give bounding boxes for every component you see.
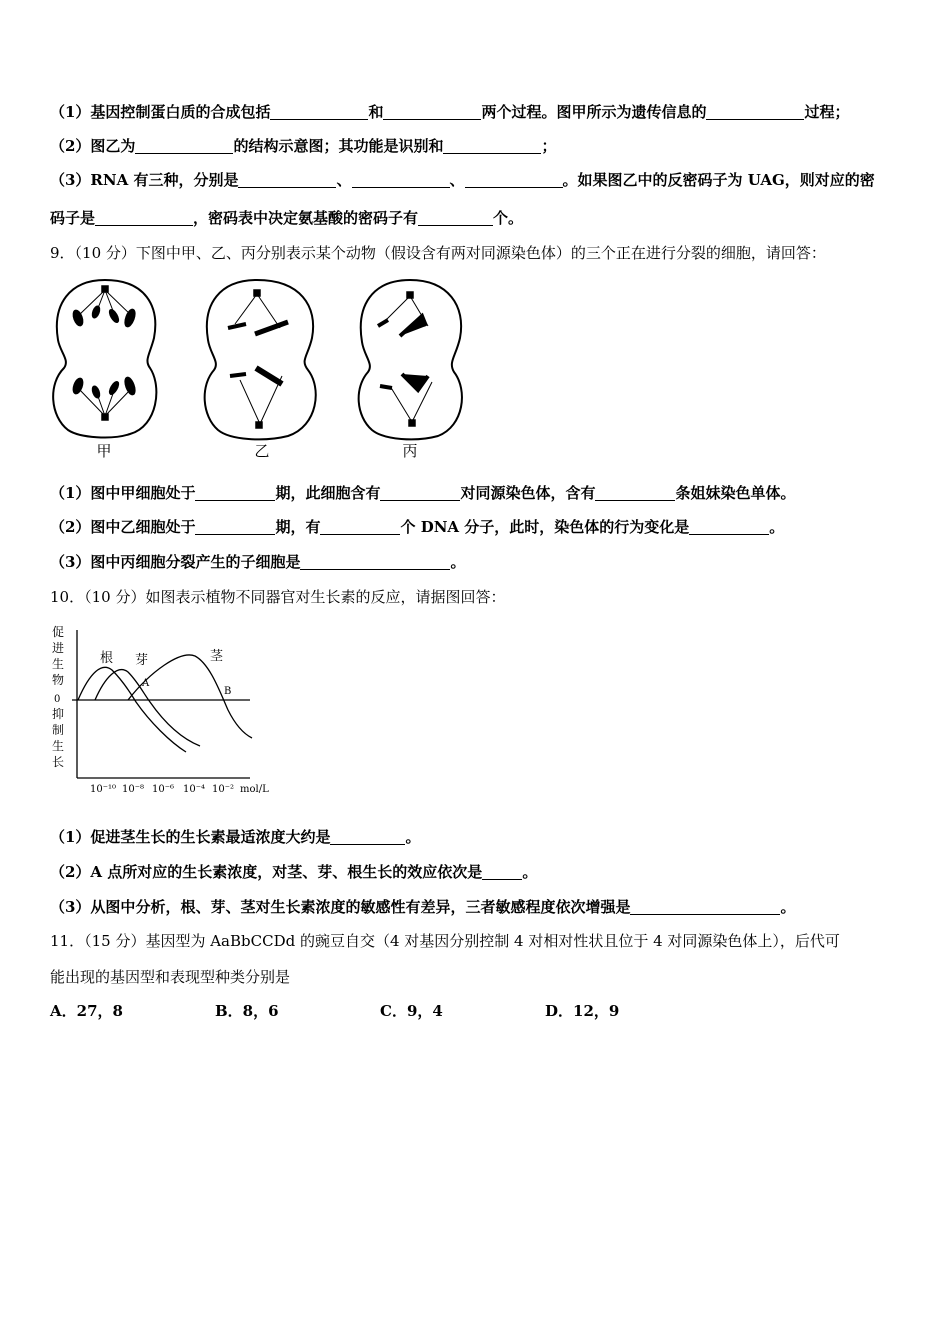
q11-title-line2 <box>50 966 910 988</box>
cell-division-figures <box>50 276 470 462</box>
q9-blank-7[interactable] <box>300 553 450 570</box>
cell-yi-outline <box>205 280 316 439</box>
q8-p2-text-b: 的结构示意图；其功能是识别和 <box>233 137 444 155</box>
cell-bing-outline <box>359 280 462 439</box>
q8-p1-text-d: 过程； <box>804 103 850 121</box>
q8-p1-text-a: （1）基因控制蛋白质的合成包括 <box>50 103 271 121</box>
q10-p1-text-b: 。 <box>405 828 421 846</box>
q10-blank-1[interactable] <box>330 828 405 845</box>
q8-blank-2[interactable] <box>383 103 481 120</box>
curve-root <box>78 667 186 752</box>
q10-p3-text-a: （3）从图中分析，根、芽、茎对生长素浓度的敏感性有差异，三者敏感程度依次增强是 <box>50 898 631 916</box>
q10-blank-3[interactable] <box>630 898 780 915</box>
q10-p2-text-a: （2）A 点所对应的生长素浓度，对茎、芽、根生长的效应依次是 <box>50 863 483 881</box>
q9-p1-text-a: （1）图中甲细胞处于 <box>50 484 196 502</box>
q8-blank-9[interactable] <box>95 209 193 226</box>
q9-blank-4[interactable] <box>195 518 275 535</box>
q11-option-c[interactable]: C．9，4 <box>380 1002 443 1020</box>
y-label-top-1: 促 <box>52 625 65 639</box>
curve-label-bud: 芽 <box>135 653 149 668</box>
q10-p3-text-b: 。 <box>780 898 796 916</box>
q8-part1 <box>50 101 910 123</box>
q11-option-b[interactable]: B．8，6 <box>215 1002 279 1020</box>
q8-p1-text-b: 和 <box>368 103 384 121</box>
q10-part1 <box>50 826 910 848</box>
x-tick-2: 10⁻⁸ <box>122 784 145 795</box>
curve-label-root: 根 <box>100 651 114 666</box>
q11-option-d[interactable]: D．12，9 <box>545 1002 620 1020</box>
q8-blank-3[interactable] <box>706 103 804 120</box>
q8-p3-sep1: 、 <box>336 171 352 189</box>
q8-p3-text-c: 码子是 <box>50 209 96 227</box>
q11-option-a[interactable]: A．27，8 <box>50 1002 123 1020</box>
y-label-top-3: 生 <box>52 657 65 671</box>
q11-options <box>50 1000 910 1022</box>
x-tick-4: 10⁻⁴ <box>183 784 206 795</box>
q8-blank-8[interactable] <box>465 171 563 188</box>
q9-p1-text-c: 对同源染色体，含有 <box>460 484 596 502</box>
q8-blank-1[interactable] <box>270 103 368 120</box>
q9-part2 <box>50 516 910 538</box>
q8-p3-text-e: 个。 <box>493 209 524 227</box>
q8-part3 <box>50 169 910 191</box>
q8-p3-text-a: （3）RNA 有三种，分别是 <box>50 171 239 189</box>
q8-p3-text-b: 。如果图乙中的反密码子为 UAG，则对应的密 <box>562 171 875 189</box>
cell-label-yi: 乙 <box>254 442 270 460</box>
y-label-bottom-3: 生 <box>52 739 65 753</box>
q9-part1 <box>50 482 910 504</box>
q11-title-b: 能出现的基因型和表现型种类分别是 <box>50 968 291 986</box>
q8-part2 <box>50 135 910 157</box>
y-label-bottom-2: 制 <box>52 723 65 737</box>
cell-label-jia: 甲 <box>96 442 112 460</box>
q8-blank-5[interactable] <box>443 137 541 154</box>
x-tick-3: 10⁻⁶ <box>152 784 175 795</box>
q9-p1-text-d: 条姐妹染色单体。 <box>675 484 796 502</box>
q9-p3-text-a: （3）图中丙细胞分裂产生的子细胞是 <box>50 553 301 571</box>
q9-p2-text-a: （2）图中乙细胞处于 <box>50 518 196 536</box>
q10-part3 <box>50 896 910 918</box>
origin-label: 0 <box>54 694 61 705</box>
q9-p2-text-b: 期，有 <box>275 518 321 536</box>
q10-p1-text-a: （1）促进茎生长的生长素最适浓度大约是 <box>50 828 331 846</box>
q8-p3-text-d: ，密码表中决定氨基酸的密码子有 <box>193 209 419 227</box>
auxin-response-graph <box>50 622 290 800</box>
q9-p3-text-b: 。 <box>450 553 466 571</box>
q9-part3 <box>50 551 910 573</box>
q9-p2-text-d: 。 <box>769 518 785 536</box>
q8-part3-cont <box>50 207 910 229</box>
x-tick-1: 10⁻¹⁰ <box>90 784 117 795</box>
q10-title: 10．（10 分）如图表示植物不同器官对生长素的反应，请据图回答： <box>50 588 506 606</box>
q9-blank-2[interactable] <box>380 484 460 501</box>
y-label-top-2: 进 <box>52 641 65 655</box>
y-label-bottom-1: 抑 <box>52 707 65 721</box>
q8-blank-6[interactable] <box>238 171 336 188</box>
y-label-bottom-4: 长 <box>52 755 65 769</box>
q9-blank-6[interactable] <box>689 518 769 535</box>
point-a-label: A <box>142 678 150 689</box>
q8-blank-4[interactable] <box>135 137 233 154</box>
point-b-label: B <box>224 686 232 697</box>
q8-blank-7[interactable] <box>352 171 450 188</box>
q9-p2-text-c: 个 DNA 分子，此时，染色体的行为变化是 <box>400 518 690 536</box>
x-unit: mol/L <box>240 784 269 795</box>
q9-blank-1[interactable] <box>195 484 275 501</box>
q8-p2-text-a: （2）图乙为 <box>50 137 136 155</box>
q8-p2-text-c: ； <box>541 137 557 155</box>
q8-p3-sep2: 、 <box>449 171 465 189</box>
q10-part2 <box>50 861 910 883</box>
x-tick-5: 10⁻² <box>212 784 235 795</box>
q10-blank-2[interactable] <box>482 863 522 880</box>
q9-blank-3[interactable] <box>595 484 675 501</box>
curve-label-stem: 茎 <box>210 649 224 664</box>
cell-label-bing: 丙 <box>402 442 418 460</box>
y-label-top-4: 物 <box>52 673 65 687</box>
q10-p2-text-b: 。 <box>522 863 538 881</box>
q9-blank-5[interactable] <box>320 518 400 535</box>
q11-title-a: 11．（15 分）基因型为 AaBbCCDd 的豌豆自交（4 对基因分别控制 4 对相对性状且位于 4 对同源染色体上），后代可 <box>50 932 840 950</box>
q8-blank-10[interactable] <box>418 209 493 226</box>
q11-title-line1 <box>50 930 910 952</box>
q8-p1-text-c: 两个过程。图甲所示为遗传信息的 <box>481 103 707 121</box>
q9-p1-text-b: 期，此细胞含有 <box>275 484 381 502</box>
q9-title: 9．（10 分）下图中甲、乙、丙分别表示某个动物（假设含有两对同源染色体）的三个正在进行分裂的细胞，请回答： <box>50 244 826 262</box>
